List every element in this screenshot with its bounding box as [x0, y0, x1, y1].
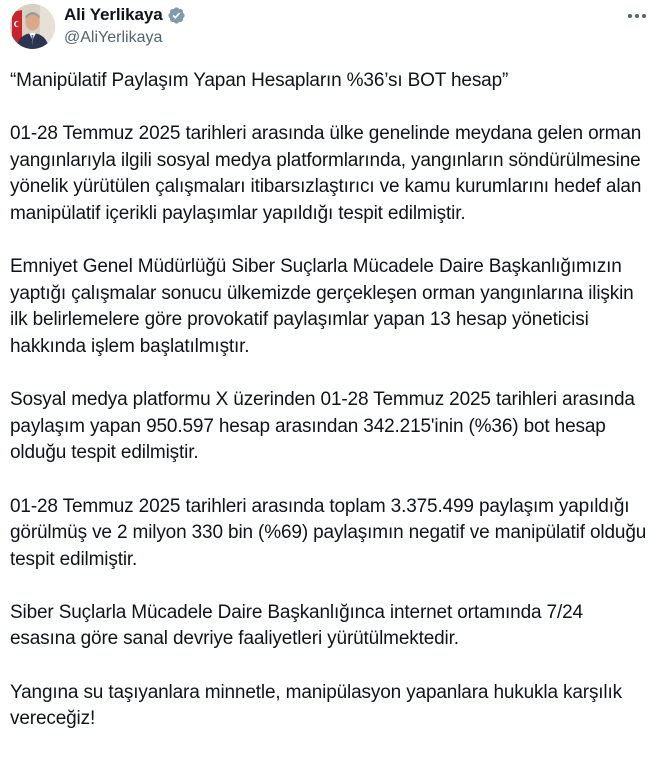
tweet-paragraph: Yangına su taşıyanlara minnetle, manipülasyon yapanlara hukukla karşılık vereceğiz! — [10, 681, 622, 730]
more-horizontal-icon — [626, 12, 648, 20]
avatar[interactable] — [10, 4, 55, 49]
avatar-photo — [10, 4, 55, 49]
tweet-text — [10, 68, 650, 759]
tweet-title-quote: “Manipülatif Paylaşım Yapan Hesapların %36’sı BOT hesap” — [10, 70, 509, 91]
display-name[interactable]: Ali Yerlikaya — [64, 5, 163, 24]
tweet-header — [0, 0, 655, 56]
verified-badge-icon[interactable] — [167, 6, 186, 25]
author-handle[interactable]: @AliYerlikaya — [64, 29, 163, 46]
author-info — [64, 4, 186, 47]
display-name-row — [64, 4, 186, 26]
tweet-paragraph: Emniyet Genel Müdürlüğü Siber Suçlarla Mücadele Daire Başkanlığımızın yaptığı çalışmalar sonucu ülkemizde gerçekleşen orman yangınlarına ilişkin ilk belirlemelere göre provokatif paylaşımlar yapan 13 hesap yöneticisi hakkında işlem başlatılmıştır. — [10, 256, 634, 357]
tweet-paragraph: Sosyal medya platformu X üzerinden 01-28 Temmuz 2025 tarihleri arasında paylaşım yapan 950.597 hesap arasından 342.215'inin (%36) bot hesap olduğu tespit edilmiştir. — [10, 389, 635, 464]
tweet-paragraph: 01-28 Temmuz 2025 tarihleri arasında ülke genelinde meydana gelen orman yangınlarıyla ilgili sosyal medya platformlarında, yangınların söndürülmesine yönelik yürütülen çalışmaları itibarsızlaştırıcı ve kamu kurumlarını hedef alan manipülatif içerikli paylaşımlar yapıldığı tespit edilmiştir. — [10, 123, 642, 224]
more-options-button[interactable] — [624, 6, 650, 26]
tweet-paragraph: Siber Suçlarla Mücadele Daire Başkanlığınca internet ortamında 7/24 esasına göre sanal devriye faaliyetleri yürütülmektedir. — [10, 601, 583, 650]
tweet-paragraph: 01-28 Temmuz 2025 tarihleri arasında toplam 3.375.499 paylaşım yapıldığı görülmüş ve 2 milyon 330 bin (%69) paylaşımın negatif ve manipülatif olduğu tespit edilmiştir. — [10, 495, 647, 570]
